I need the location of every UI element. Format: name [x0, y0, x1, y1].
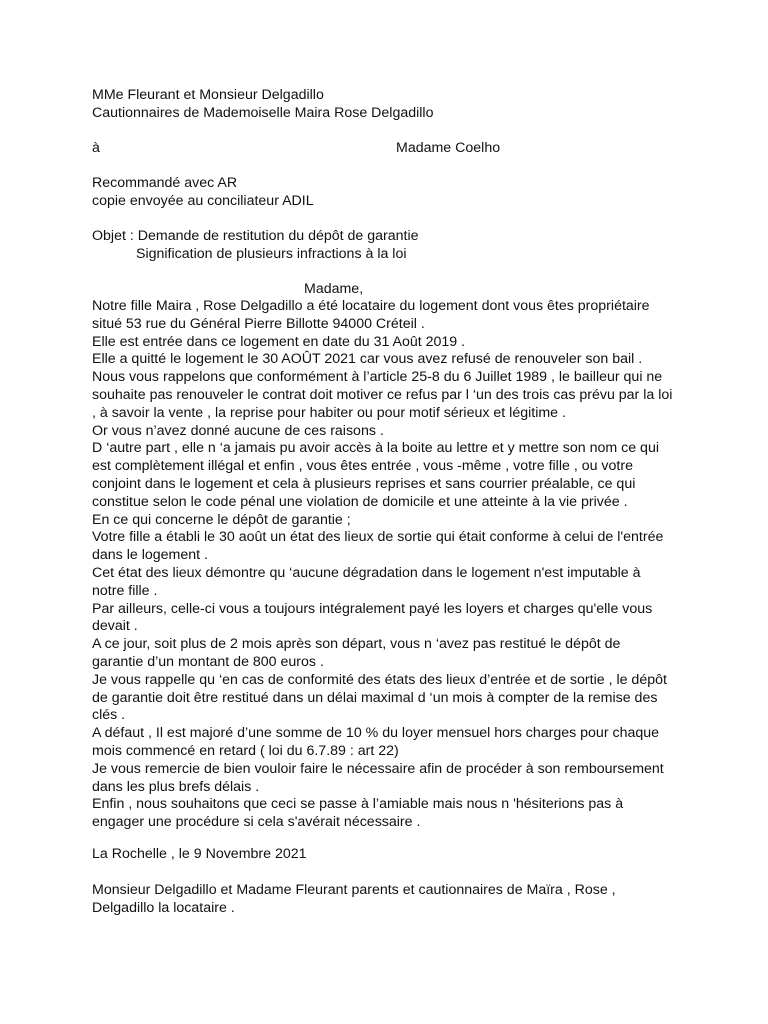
body-line: Elle est entrée dans ce logement en date du 31 Août 2019 .: [92, 333, 466, 350]
sender-line: MMe Fleurant et Monsieur Delgadillo: [92, 87, 324, 103]
body-line: Or vous n’avez donné aucune de ces raisons .: [92, 422, 384, 439]
body-line: Nous vous rappelons que conformément à l’article 25-8 du 6 Juillet 1989 , le bailleur qui ne: [92, 369, 663, 386]
objet-line: Signification de plusieurs infractions à la loi: [136, 245, 407, 262]
signature-line: Delgadillo la locataire .: [92, 899, 235, 916]
body-line: situé 53 rue du Général Pierre Billotte 94000 Créteil .: [92, 315, 425, 332]
body-line: engager une procédure si cela s'avérait nécessaire .: [92, 814, 421, 831]
body-line: dans les plus brefs délais .: [92, 778, 260, 795]
place-date-line: La Rochelle , le 9 Novembre 2021: [92, 846, 307, 862]
salutation: Madame,: [304, 281, 364, 297]
body-line: mois commencé en retard ( loi du 6.7.89 : art 22): [92, 742, 399, 759]
objet-line: Objet : Demande de restitution du dépôt de garantie: [92, 228, 419, 244]
body-line: notre fille .: [92, 582, 158, 599]
body-line: souhaite pas renouveler le contrat doit motiver ce refus par l ‘un des trois cas prévu par la loi: [92, 386, 673, 403]
body-line: de garantie doit être restitué dans un délai maximal d ‘un mois à compter de la remise des: [92, 689, 658, 706]
body-line: Cet état des lieux démontre qu ‘aucune dégradation dans le logement n'est imputable à: [92, 564, 641, 581]
body-line: Je vous remercie de bien vouloir faire le nécessaire afin de procéder à son remboursement: [92, 760, 664, 777]
mailing-line: copie envoyée au conciliateur ADIL: [92, 192, 314, 209]
objet-block: [92, 228, 419, 264]
body-line: En ce qui concerne le dépôt de garantie ;: [92, 511, 351, 528]
letter-body: [92, 298, 672, 832]
body-line: Par ailleurs, celle-ci vous a toujours intégralement payé les loyers et charges qu'elle vous: [92, 600, 653, 617]
sender-block: [92, 87, 433, 123]
body-line: conjoint dans le logement et cela à plusieurs reprises et sans courrier préalable, ce qui: [92, 475, 636, 492]
body-line: A défaut , Il est majoré d’une somme de 10 % du loyer mensuel hors charges pour chaque: [92, 725, 660, 742]
body-line: Je vous rappelle qu ‘en cas de conformité des états des lieux d’entrée et de sortie , le dépôt: [92, 671, 667, 688]
body-line: Enfin , nous souhaitons que ceci se passe à l’amiable mais nous n 'hésiterions pas à: [92, 796, 624, 813]
body-line: A ce jour, soit plus de 2 mois après son départ, vous n ‘avez pas restitué le dépôt de: [92, 636, 621, 653]
body-line: constitue selon le code pénal une violation de domicile et une atteinte à la vie privée .: [92, 493, 628, 510]
signature-block: [92, 882, 616, 918]
recipient-name: Madame Coelho: [396, 140, 501, 156]
body-line: Notre fille Maira , Rose Delgadillo a été locataire du logement dont vous êtes propriétaire: [92, 298, 650, 314]
body-line: est complètement illégal et enfin , vous êtes entrée , vous -même , votre fille , ou votre: [92, 458, 633, 475]
body-line: garantie d’un montant de 800 euros .: [92, 653, 324, 670]
place-date: [92, 846, 307, 864]
body-line: clés .: [92, 707, 126, 724]
sender-line: Cautionnaires de Mademoiselle Maira Rose Delgadillo: [92, 104, 434, 121]
body-line: dans le logement .: [92, 547, 208, 564]
mailing-block: [92, 175, 314, 211]
recipient-line: [92, 140, 692, 158]
body-line: , à savoir la vente , la reprise pour habiter ou pour motif sérieux et légitime .: [92, 404, 566, 421]
body-line: Elle a quitté le logement le 30 AOÛT 2021 car vous avez refusé de renouveler son bail .: [92, 351, 643, 368]
body-line: D ‘autre part , elle n ‘a jamais pu avoir accès à la boite au lettre et y mettre son nom ce qui: [92, 440, 659, 457]
mailing-line: Recommandé avec AR: [92, 175, 238, 191]
body-line: Votre fille a établi le 30 août un état des lieux de sortie qui était conforme à celui de l'entrée: [92, 529, 664, 546]
signature-line: Monsieur Delgadillo et Madame Fleurant parents et cautionnaires de Maïra , Rose ,: [92, 882, 616, 898]
a-word: à: [92, 140, 100, 156]
body-line: devait .: [92, 618, 138, 635]
